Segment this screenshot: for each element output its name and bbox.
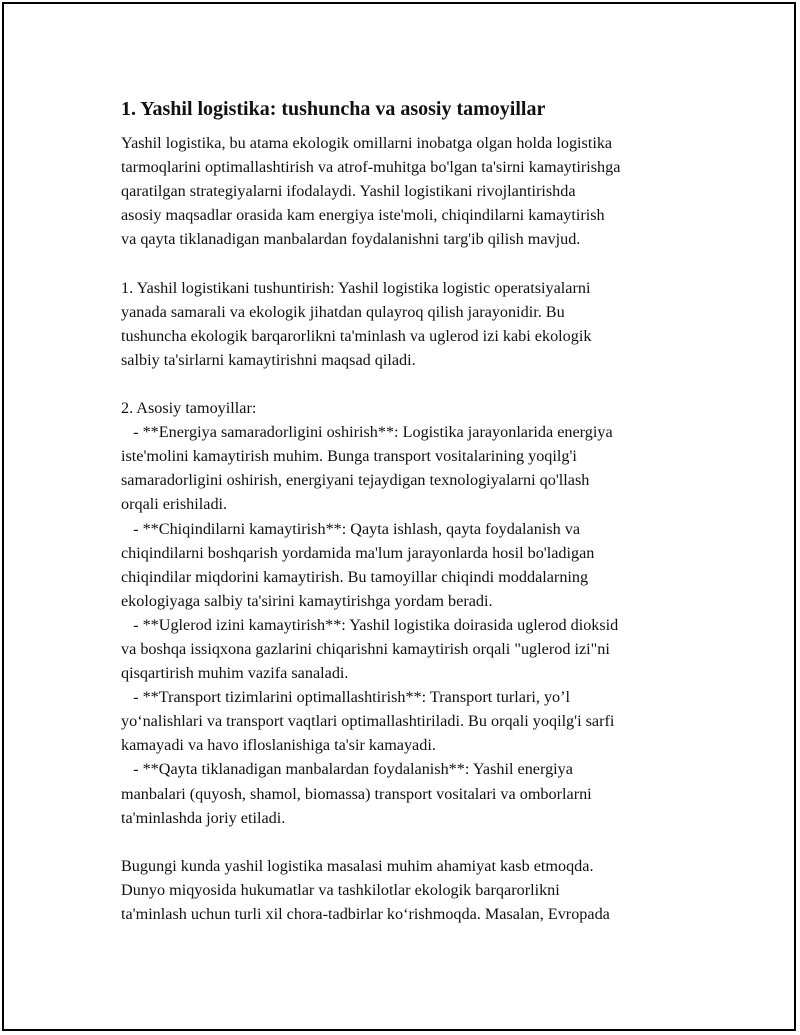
text-line: tarmoqlarini optimallashtirish va atrof-muhitga bo'lgan ta'sirni kamaytirishga xyxy=(121,158,621,177)
list-item-line: - **Chiqindilarni kamaytirish**: Qayta ishlash, qayta foydalanish va xyxy=(121,519,581,538)
text-line: ta'minlash uchun turli xil chora-tadbirlar ko‘rishmoqda. Masalan, Evropada xyxy=(121,905,610,923)
text-line: iste'molini kamaytirish muhim. Bunga transport vositalarining yoqilg'i xyxy=(121,447,577,466)
document-title: 1. Yashil logistika: tushuncha va asosiy tamoyillar xyxy=(121,98,546,120)
text-line: yanada samarali va ekologik jihatdan qulayroq qilish jarayonidir. Bu xyxy=(121,302,565,321)
list-item-line: - **Qayta tiklanadigan manbalardan foydalanish**: Yashil energiya xyxy=(121,760,573,779)
text-line: qaratilgan strategiyalarni ifodalaydi. Yashil logistikani rivojlantirishda xyxy=(121,182,576,201)
text-line: va boshqa issiqxona gazlarini chiqarishni kamaytirish orqali "uglerod izi"ni xyxy=(121,639,610,658)
text-line: chiqindilar miqdorini kamaytirish. Bu tamoyillar chiqindi moddalarning xyxy=(121,567,589,586)
text-line: asosiy maqsadlar orasida kam energiya iste'moli, chiqindilarni kamaytirish xyxy=(121,206,605,225)
document-body xyxy=(121,96,721,926)
paragraph-gap xyxy=(121,251,721,275)
paragraph-gap xyxy=(121,830,721,854)
text-line: chiqindilarni boshqarish yordamida ma'lum jarayonlarda hosil bo'ladigan xyxy=(121,543,595,562)
list-item-line: - **Energiya samaradorligini oshirish**: Logistika jarayonlarida energiya xyxy=(121,423,613,442)
text-line: manbalari (quyosh, shamol, biomassa) transport vositalari va omborlarni xyxy=(121,784,592,803)
text-line: orqali erishiladi. xyxy=(121,495,228,514)
paragraph-gap xyxy=(121,372,721,396)
text-line: tushuncha ekologik barqarorlikni ta'minlash va uglerod izi kabi ekologik xyxy=(121,326,592,345)
text-line: 2. Asosiy tamoyillar: xyxy=(121,399,257,418)
text-line: samaradorligini oshirish, energiyani tejaydigan texnologiyalarni qo'llash xyxy=(121,471,590,490)
list-item-line: - **Uglerod izini kamaytirish**: Yashil logistika doirasida uglerod dioksid xyxy=(121,615,619,634)
text-line: salbiy ta'sirlarni kamaytirishni maqsad qiladi. xyxy=(121,350,416,369)
text-line: Dunyo miqyosida hukumatlar va tashkilotlar ekologik barqarorlikni xyxy=(121,880,560,899)
text-line: ekologiyaga salbiy ta'sirini kamaytirishga yordam beradi. xyxy=(121,591,493,610)
document-text xyxy=(121,131,721,926)
page-frame xyxy=(2,2,796,1031)
text-line: Yashil logistika, bu atama ekologik omillarni inobatga olgan holda logistika xyxy=(121,134,613,152)
text-line: yo‘nalishlari va transport vaqtlari optimallashtiriladi. Bu orqali yoqilg'i sarfi xyxy=(121,712,615,731)
text-line: 1. Yashil logistikani tushuntirish: Yashil logistika logistic operatsiyalarni xyxy=(121,278,591,297)
list-item-line: - **Transport tizimlarini optimallashtirish**: Transport turlari, yo’l xyxy=(121,688,571,707)
text-line: va qayta tiklanadigan manbalardan foydalanishni targ'ib qilish mavjud. xyxy=(121,230,581,249)
text-line: qisqartirish muhim vazifa sanaladi. xyxy=(121,664,349,683)
text-line: kamayadi va havo ifloslanishiga ta'sir kamayadi. xyxy=(121,736,436,755)
text-line: Bugungi kunda yashil logistika masalasi muhim ahamiyat kasb etmoqda. xyxy=(121,856,594,875)
text-line: ta'minlashda joriy etiladi. xyxy=(121,808,286,827)
